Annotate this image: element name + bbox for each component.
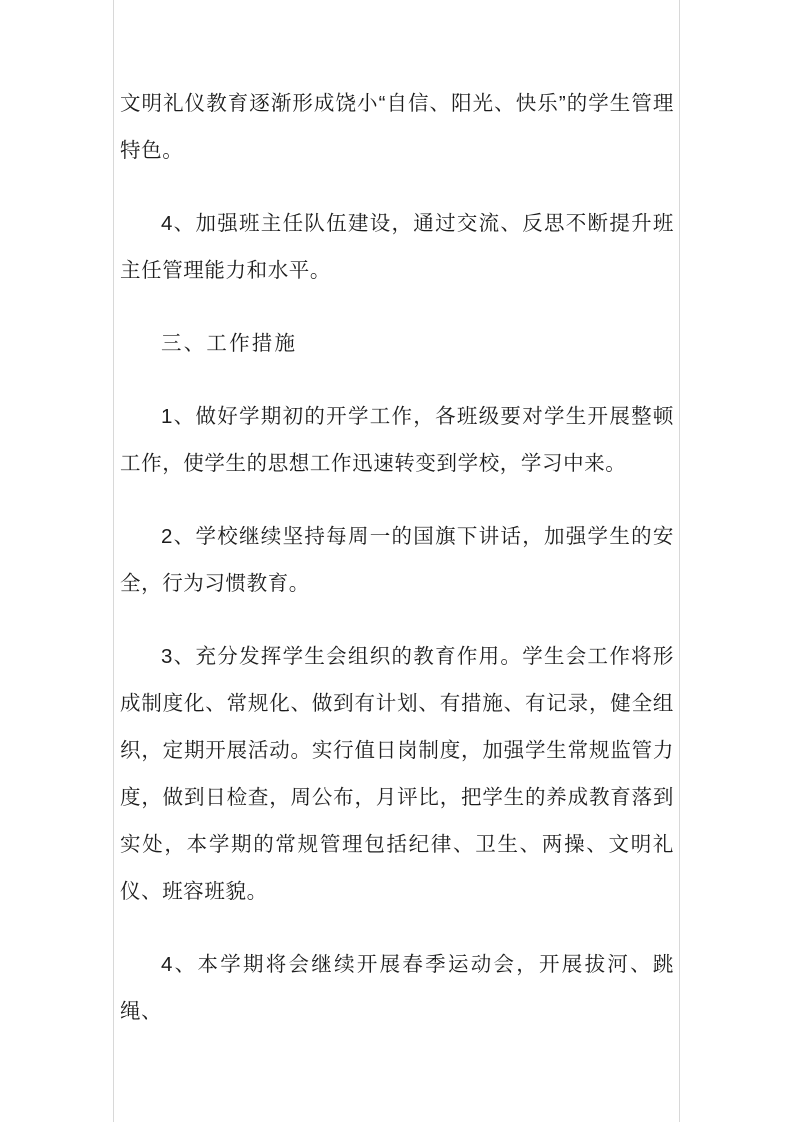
paragraph-6: 4、本学期将会继续开展春季运动会，开展拔河、跳绳、 <box>120 953 674 1023</box>
paragraph-2: 4、加强班主任队伍建设，通过交流、反思不断提升班主任管理能力和水平。 <box>120 212 674 282</box>
section-heading-work-measures: 三、工作措施 <box>161 332 298 355</box>
paragraph-1: 文明礼仪教育逐渐形成饶小“自信、阳光、快乐”的学生管理特色。 <box>120 92 674 162</box>
paragraph-4: 2、学校继续坚持每周一的国旗下讲话，加强学生的安全，行为习惯教育。 <box>120 525 674 595</box>
page-right-rule <box>679 0 680 1122</box>
paragraph-5: 3、充分发挥学生会组织的教育作用。学生会工作将形成制度化、常规化、做到有计划、有措施、有记录，健全组织，定期开展活动。实行值日岗制度，加强学生常规监管力度，做到日检查，周公布，月评比，把学生的养成教育落到实处，本学期的常规管理包括纪律、卫生、两操、文明礼仪、班容班貌。 <box>120 645 674 903</box>
document-body <box>113 0 679 1122</box>
paragraph-3: 1、做好学期初的开学工作，各班级要对学生开展整顿工作，使学生的思想工作迅速转变到学校，学习中来。 <box>120 405 674 475</box>
